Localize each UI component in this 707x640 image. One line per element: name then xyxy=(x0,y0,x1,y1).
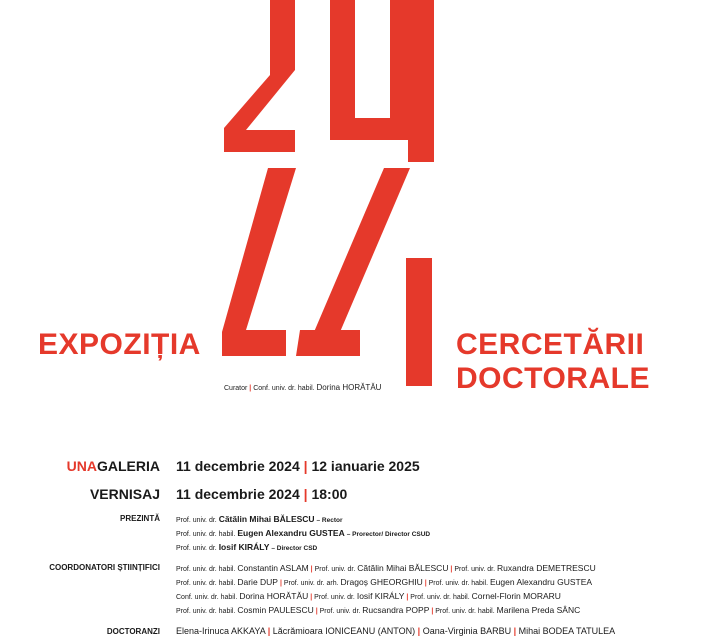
vernisaj-datetime xyxy=(176,486,347,502)
doctoral-name: Oana-Virginia BARBU xyxy=(422,626,512,636)
separator: | xyxy=(450,566,453,573)
presenter-title: Prof. univ. dr. xyxy=(176,517,217,524)
separator: | xyxy=(513,626,517,636)
coordinator-name: Cătălin Mihai BĂLESCU xyxy=(357,563,449,573)
digit-0-shape xyxy=(330,0,415,140)
coordinator-title: Prof. univ. dr. xyxy=(319,608,361,615)
vernisaj-label: VERNISAJ xyxy=(89,486,160,502)
word-expozitia: EXPOZIȚIA xyxy=(38,328,201,361)
presenter-row xyxy=(176,528,430,538)
curator-name: Dorina HORĂTĂU xyxy=(316,383,382,392)
separator: | xyxy=(310,566,313,573)
coordinator-title: Prof. univ. dr. xyxy=(314,566,356,573)
digit-2-lower xyxy=(222,168,296,356)
coordinator-name: Ruxandra DEMETRESCU xyxy=(497,563,596,573)
presenter-title: Prof. univ. dr. xyxy=(176,545,217,552)
coordinator-name: Cornel-Florin MORARU xyxy=(471,591,561,601)
coordinator-line xyxy=(176,591,561,601)
coordinator-name: Constantin ASLAM xyxy=(237,563,309,573)
doctoral-name: Elena-Irinuca AKKAYA xyxy=(176,626,266,636)
word-doctorale: DOCTORALE xyxy=(456,362,650,395)
coordinator-title: Prof. univ. dr. habil. xyxy=(410,594,470,601)
doctoral-name: Lăcrămioara IONICEANU (ANTON) xyxy=(272,626,416,636)
presenter-row xyxy=(176,542,317,552)
coordinator-title: Prof. univ. dr. xyxy=(314,594,355,601)
vernisaj-date: 11 decembrie 2024 xyxy=(176,486,300,502)
coordonatori-label: COORDONATORI ȘTIINȚIFICI xyxy=(49,563,160,572)
doctoral-name: Mihai BODEA TATULEA xyxy=(518,626,616,636)
coordinator-name: Rucsandra POPP xyxy=(362,605,430,615)
gallery-name-black: GALERIA xyxy=(97,458,160,474)
vernisaj-time: 18:00 xyxy=(311,486,348,502)
digit-4-stem xyxy=(408,0,434,162)
separator: | xyxy=(424,580,427,587)
digit-2-shape xyxy=(224,0,295,152)
gallery-date-end: 12 ianuarie 2025 xyxy=(311,458,420,474)
coordinator-title: Prof. univ. dr. habil. xyxy=(176,566,236,573)
separator: | xyxy=(303,486,308,502)
presenter-name: Cătălin Mihai BĂLESCU xyxy=(218,514,315,524)
presenter-name: Iosif KIRÁLY xyxy=(218,542,270,552)
separator: | xyxy=(406,594,409,601)
coordinator-title: Conf. univ. dr. habil. xyxy=(176,594,238,601)
coordinator-name: Darie DUP xyxy=(237,577,278,587)
doctoranzi-line xyxy=(176,626,615,636)
separator: | xyxy=(249,385,252,392)
presenter-name: Eugen Alexandru GUSTEA xyxy=(237,528,345,538)
separator: | xyxy=(267,626,271,636)
gallery-date-start: 11 decembrie 2024 xyxy=(176,458,300,474)
coordinator-title: Prof. univ. dr. habil. xyxy=(176,580,236,587)
separator: | xyxy=(315,608,318,615)
presenter-title: Prof. univ. dr. habil. xyxy=(176,531,236,538)
coordinator-name: Dragoș GHEORGHIU xyxy=(340,577,423,587)
coordinator-title: Prof. univ. dr. xyxy=(454,566,496,573)
coordinator-line xyxy=(176,563,596,573)
coordinator-name: Cosmin PAULESCU xyxy=(237,605,314,615)
coordinator-name: Dorina HORĂTĂU xyxy=(239,591,309,601)
separator: | xyxy=(417,626,421,636)
coordinator-title: Prof. univ. dr. habil. xyxy=(435,608,495,615)
gallery-label xyxy=(0,458,160,474)
curator-title: Conf. univ. dr. habil. xyxy=(253,385,315,392)
year-numerals xyxy=(222,0,434,386)
coordinator-line xyxy=(176,605,580,615)
digit-4-lower-stem xyxy=(406,258,432,386)
curator-line xyxy=(224,383,381,392)
coordinator-title: Prof. univ. dr. habil. xyxy=(176,608,236,615)
separator: | xyxy=(310,594,313,601)
coordinator-title: Prof. univ. dr. habil. xyxy=(428,580,489,587)
word-cercetarii: CERCETĂRII xyxy=(456,328,645,361)
gallery-name-red: UNA xyxy=(66,458,97,474)
presenter-role: – Rector xyxy=(316,517,343,524)
coordinator-name: Eugen Alexandru GUSTEA xyxy=(489,577,593,587)
presenter-row xyxy=(176,514,343,524)
digit-4-diagonal xyxy=(314,168,410,332)
doctoranzi-label: DOCTORANZI xyxy=(106,627,160,636)
presenter-role: – Director CSD xyxy=(271,545,318,552)
gallery-dates xyxy=(176,458,420,474)
curator-role: Curator xyxy=(224,385,248,392)
coordinator-line xyxy=(176,577,592,587)
coordinator-name: Marilena Preda SÂNC xyxy=(496,605,581,615)
separator: | xyxy=(431,608,434,615)
prezinta-label: PREZINTĂ xyxy=(120,514,160,523)
digit-4-crossbar xyxy=(296,330,360,356)
separator: | xyxy=(303,458,308,474)
presenter-role: – Prorector/ Director CSUD xyxy=(346,531,431,538)
separator: | xyxy=(279,580,282,587)
coordinator-title: Prof. univ. dr. arh. xyxy=(283,580,339,587)
coordinator-name: Iosif KIRÁLY xyxy=(356,591,405,601)
